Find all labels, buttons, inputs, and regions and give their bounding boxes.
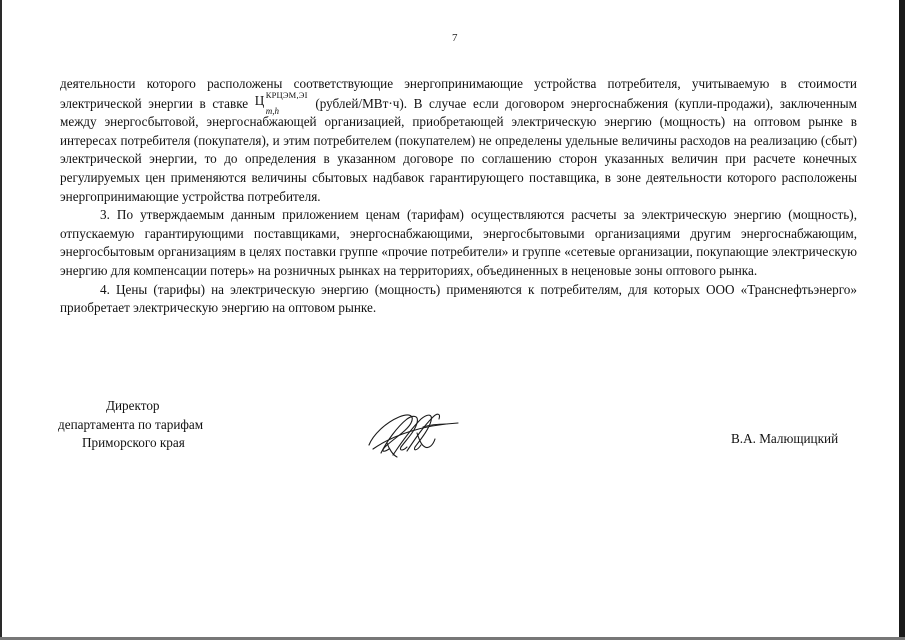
paragraph-continuation	[60, 75, 857, 206]
signatory-title-line-1: Директор	[106, 398, 160, 413]
paragraph1-text-after: (рублей/МВт·ч). В случае если договором энергоснабжения (купли-продажи), заключенным между энергосбытовой, энергоснабжающей организацией, приобретающей электрическую энергию (мощность) на оптовом рынке в интересах потребителя (покупателя), и этим потребителем (покупателем) не определены удельные величины расходов на реализацию (сбыт) электрической энергии, то до определения в указанном договоре по соглашению сторон указанных величин при расчете конечных регулируемых цен применяются величины сбытовых надбавок гарантирующего поставщика, в зоне деятельности которого расположены энергопринимающие устройства потребителя.	[60, 95, 857, 204]
page-number: 7	[452, 32, 458, 44]
tariff-subscript: m,h	[265, 105, 279, 116]
signatory-title	[58, 397, 248, 453]
document-body	[60, 75, 857, 318]
signatory-name: В.А. Малющицкий	[731, 431, 839, 446]
scan-edge-right	[899, 0, 905, 640]
paragraph-item-3: 3. По утверждаемым данным приложением ценам (тарифам) осуществляются расчеты за электрическую энергию (мощность), отпускаемую гарантирующими поставщиками, энергоснабжающими, энергосбытовыми организациями другим энергоснабжающим, энергосбытовым организациям в целях поставки группе «прочие потребители» и группе «сетевые организации, покупающие электрическую энергию для компенсации потерь» на розничных рынках на территориях, объединенных в неценовые зоны оптового рынка.	[60, 207, 857, 278]
tariff-superscript: КРЦЭМ,ЭI	[265, 89, 308, 100]
handwritten-signature-icon	[363, 405, 463, 463]
paragraph1-text-before: деятельности которого расположены соответствующие энергопринимающие устройства потребителя, учитываемую в стоимости электрической энергии в ставке	[60, 76, 857, 111]
scan-edge-left	[0, 0, 2, 640]
tariff-symbol: Ц	[254, 93, 265, 108]
tariff-formula	[254, 89, 309, 116]
paragraph-item-4: 4. Цены (тарифы) на электрическую энергию (мощность) применяются к потребителям, для которых ООО «Транснефтьэнерго» приобретает электрическую энергию на оптовом рынке.	[60, 281, 857, 316]
signatory-title-line-3: Приморского края	[82, 435, 185, 451]
signatory-title-line-2: департамента по тарифам	[58, 416, 204, 432]
